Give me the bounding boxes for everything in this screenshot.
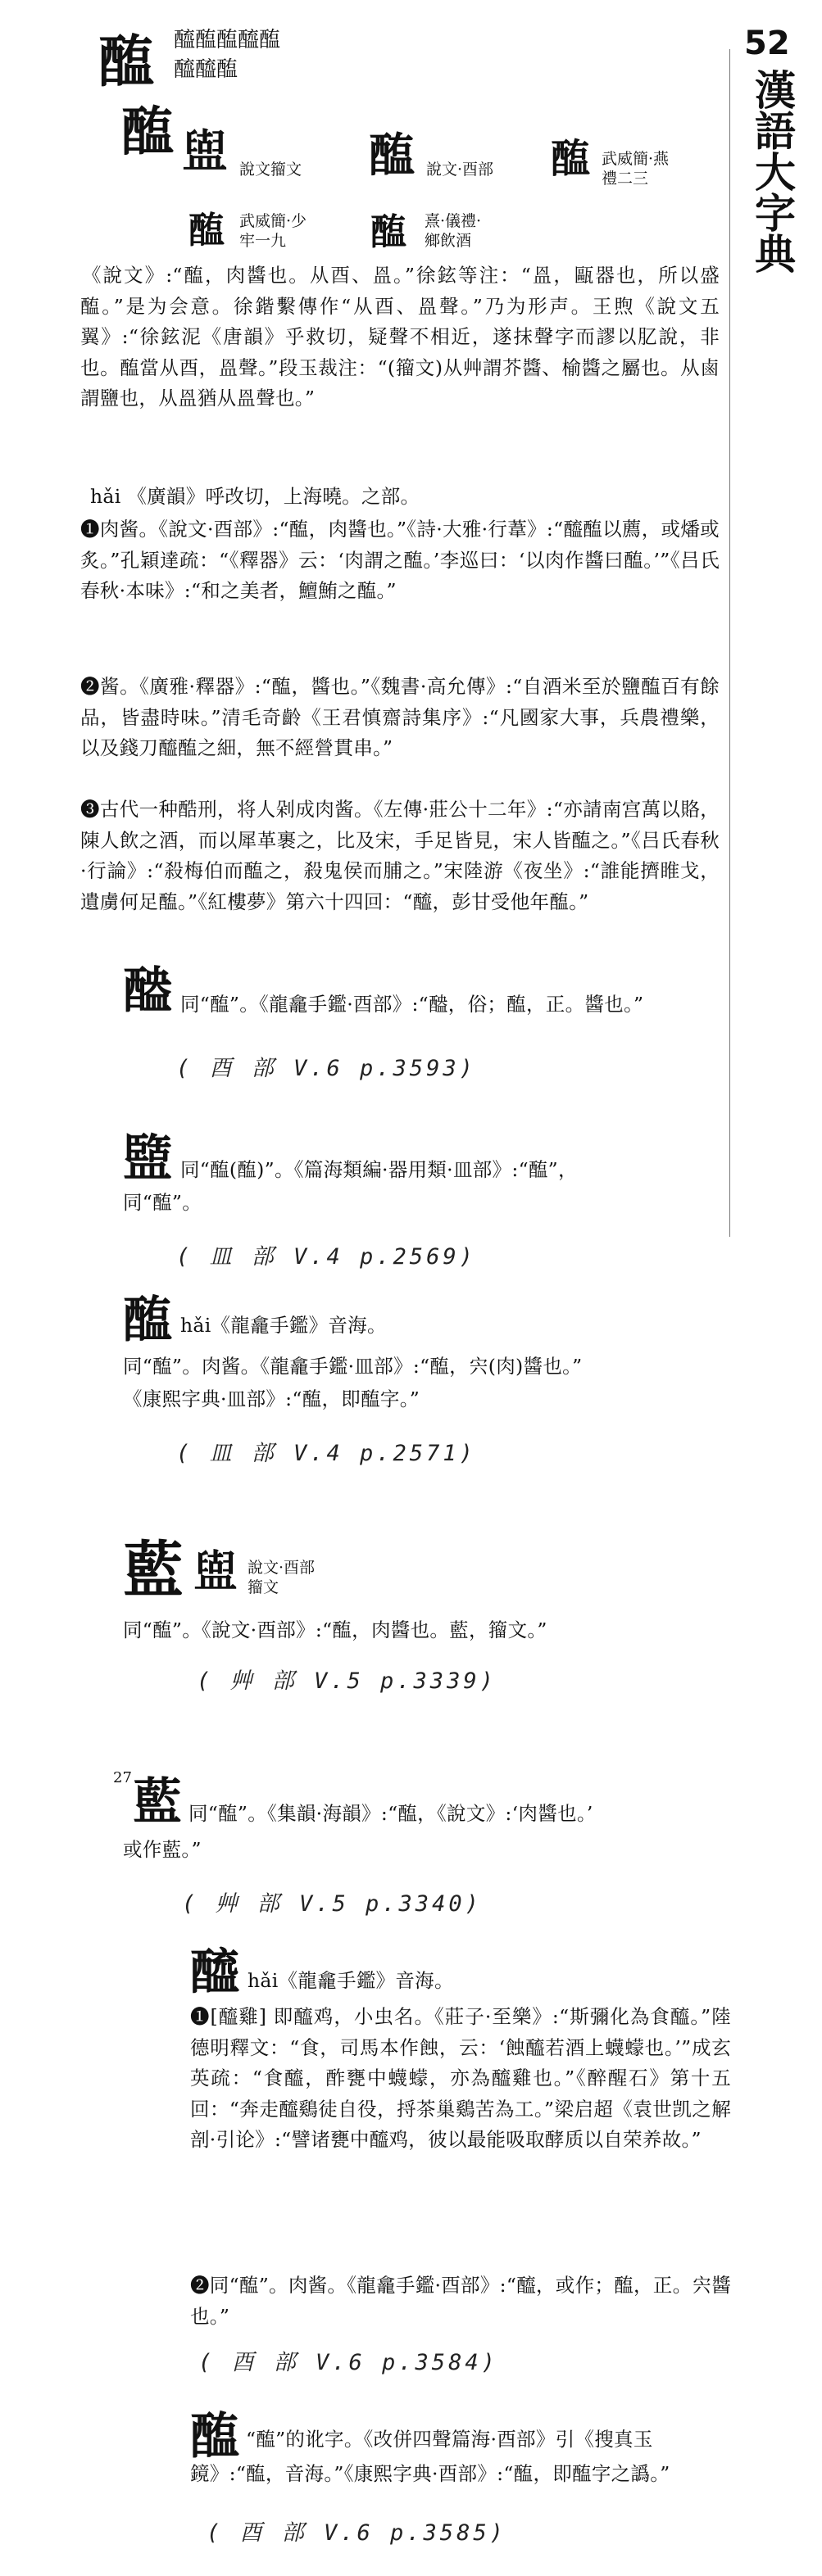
seal-form-label-5a: 熹·儀禮· bbox=[425, 212, 482, 230]
entry-definition-line2: 同“醢”。 bbox=[123, 1191, 202, 1214]
entry-head-char: 醯 bbox=[190, 1944, 239, 2001]
entry-definition: 同“醢”。《龍龕手鑑·酉部》:“醠，俗；醢，正。醬也。” bbox=[180, 993, 644, 1016]
seal-form-label-2: 說文·酉部 bbox=[426, 161, 494, 179]
etymology-paragraph: 《說文》:“醢，肉醬也。从酉、𥁕。”徐鉉等注：“𥁕，甌器也，所以盛醢。”是为会意。徐鍇繫傳作“从酉、𥁕聲。”乃为形声。王煦《說文五翼》:“徐鉉泥《唐韻》乎救切，疑聲不相近，遂抹聲字而謬以肊說，非也。醢當从酉，𥁕聲。”段玉裁注：“(籀文)从艸謂芥醬、榆醬之屬也。从鹵謂鹽也，从𥁕猶从𥁕聲也。” bbox=[80, 264, 720, 410]
variant-forms-line1: 醯醢醢醯醢 bbox=[174, 28, 281, 52]
seal-form-label-4a: 武威簡·少 bbox=[239, 212, 307, 230]
seal-form-label-5b: 鄉飲酒 bbox=[425, 232, 472, 250]
seal-form-glyph-5: 醢 bbox=[370, 211, 406, 253]
entry-head-char: 醢 bbox=[98, 29, 155, 95]
definition-2: ❷酱。《廣雅·釋器》:“醢，醬也。”《魏書·高允傳》:“自酒米至於鹽醢百有餘品，皆盡時味。”清毛奇齡《王君慎齋詩集序》:“凡國家大事，兵農禮樂，以及錢刀醯醢之細，無不經營貫串。” bbox=[80, 675, 720, 759]
entry-definition-line1: 同“醢(醢)”。《篇海類編·器用類·皿部》:“醢”， bbox=[180, 1158, 578, 1181]
entry-head-char: 醠 bbox=[123, 962, 172, 1020]
definition-1: ❶肉酱。《說文·酉部》:“醢，肉醬也。”《詩·大雅·行葦》:“醯醢以薦，或燔或炙。”孔穎達疏：“《釋器》云：‘肉謂之醢。’李巡曰：‘以肉作醬曰醢。’”《吕氏春秋·本味》:“和之美者，鱣鮪之醢。” bbox=[80, 518, 720, 602]
entry-head-char: 藍 bbox=[123, 1535, 184, 1605]
entry-definition-line1: 同“醢”。肉酱。《龍龕手鑑·皿部》:“醢，宍(肉)醬也。” bbox=[123, 1355, 583, 1378]
entry-definition-line1: “醢”的讹字。《改併四聲篇海·酉部》引《搜真玉 bbox=[246, 2428, 653, 2451]
handwritten-reference-note: ( 酉 部 V.6 p.3593) bbox=[176, 1056, 476, 1081]
seal-form-glyph-4: 醢 bbox=[188, 210, 225, 251]
handwritten-reference-note: ( 酉 部 V.6 p.3584) bbox=[198, 2350, 498, 2375]
page-border-line bbox=[729, 49, 730, 1237]
seal-form-glyph-1: 𥂤 bbox=[182, 125, 228, 179]
entry-pronunciation: hǎi《龍龕手鑑》音海。 bbox=[180, 1314, 387, 1337]
entry-head-char: 醢 bbox=[123, 1292, 172, 1349]
seal-form-label-1: 說文籀文 bbox=[239, 161, 302, 179]
entry-definition-line2: 鏡》:“醢，音海。”《康熙字典·酉部》:“醢，即醢字之譌。” bbox=[190, 2462, 670, 2485]
seal-form-main: 醢 bbox=[121, 102, 174, 163]
entry-head-char: 盬 bbox=[123, 1130, 172, 1188]
page-number: 52 bbox=[744, 25, 790, 62]
seal-form-glyph-2: 醢 bbox=[369, 129, 415, 183]
book-title: 漢語大字典 bbox=[748, 69, 797, 274]
handwritten-reference-note: ( 艸 部 V.5 p.3340) bbox=[182, 1891, 482, 1917]
entry-definition-line1: 同“醢”。《集韻·海韻》:“醢，《說文》:‘肉醬也。’ bbox=[188, 1802, 593, 1825]
definition-2: ❷同“醢”。肉酱。《龍龕手鑑·酉部》:“醯，或作；醢，正。宍醬也。” bbox=[190, 2274, 731, 2328]
line-number: 27 bbox=[113, 1769, 132, 1786]
handwritten-reference-note: ( 艸 部 V.5 p.3339) bbox=[197, 1668, 497, 1694]
variant-forms-line2: 醯醯醢 bbox=[174, 57, 238, 82]
pronunciation-line: hǎi 《廣韻》呼改切，上海曉。之部。 bbox=[90, 485, 420, 508]
seal-form-glyph-3: 醢 bbox=[551, 136, 591, 182]
seal-form-label-3a: 武威簡·燕 bbox=[602, 150, 670, 168]
entry-definition-line2: 或作藍。” bbox=[123, 1838, 202, 1861]
seal-form-label-1: 說文·酉部 bbox=[248, 1559, 316, 1577]
definition-1: ❶[醯雞] 即醯鸡，小虫名。《莊子·至樂》:“斯彌化為食醯。”陸德明釋文：“食，司馬本作蝕，云：‘蝕醯若酒上蠛蠓也。’”成玄英疏：“食醯，酢甕中蠛蠓，亦為醯雞也。”《醉醒石》第十五回：“奔走醯鷄徒自役，捋茶巢鷄苦為工。”梁启超《袁世凯之解剖·引论》:“譬诸甕中醯鸡，彼以最能吸取酵质以自荣养故。” bbox=[190, 2005, 731, 2151]
seal-form-label-3b: 禮二三 bbox=[602, 170, 649, 188]
seal-form-label-4b: 牢一九 bbox=[239, 232, 287, 250]
seal-form-glyph: 𥂤 bbox=[193, 1546, 238, 1598]
entry-head-char: 醢 bbox=[190, 2408, 239, 2465]
entry-definition-line2: 《康熙字典·皿部》:“醢，即醢字。” bbox=[123, 1388, 420, 1410]
entry-pronunciation: hǎi《龍龕手鑑》音海。 bbox=[248, 1969, 454, 1992]
definition-3: ❸古代一种酷刑，将人剁成肉酱。《左傳·莊公十二年》:“亦請南宫萬以賂，陳人飲之酒，而以犀革裹之，比及宋，手足皆見，宋人皆醢之。”《吕氏春秋·行論》:“殺梅伯而醢之，殺鬼侯而脯之。”宋陸游《夜坐》:“誰能擠睢戈，遺虜何足醢。”《紅樓夢》第六十四回：“醯，彭甘受他年醢。” bbox=[80, 798, 720, 913]
handwritten-reference-note: ( 皿 部 V.4 p.2569) bbox=[176, 1244, 476, 1270]
handwritten-reference-note: ( 皿 部 V.4 p.2571) bbox=[176, 1441, 476, 1466]
seal-form-label-2: 籀文 bbox=[248, 1578, 279, 1596]
handwritten-reference-note: ( 酉 部 V.6 p.3585) bbox=[207, 2520, 506, 2546]
entry-definition: 同“醢”。《說文·酉部》:“醢，肉醬也。藍，籀文。” bbox=[123, 1618, 547, 1641]
entry-head-char: 藍 bbox=[133, 1773, 182, 1831]
